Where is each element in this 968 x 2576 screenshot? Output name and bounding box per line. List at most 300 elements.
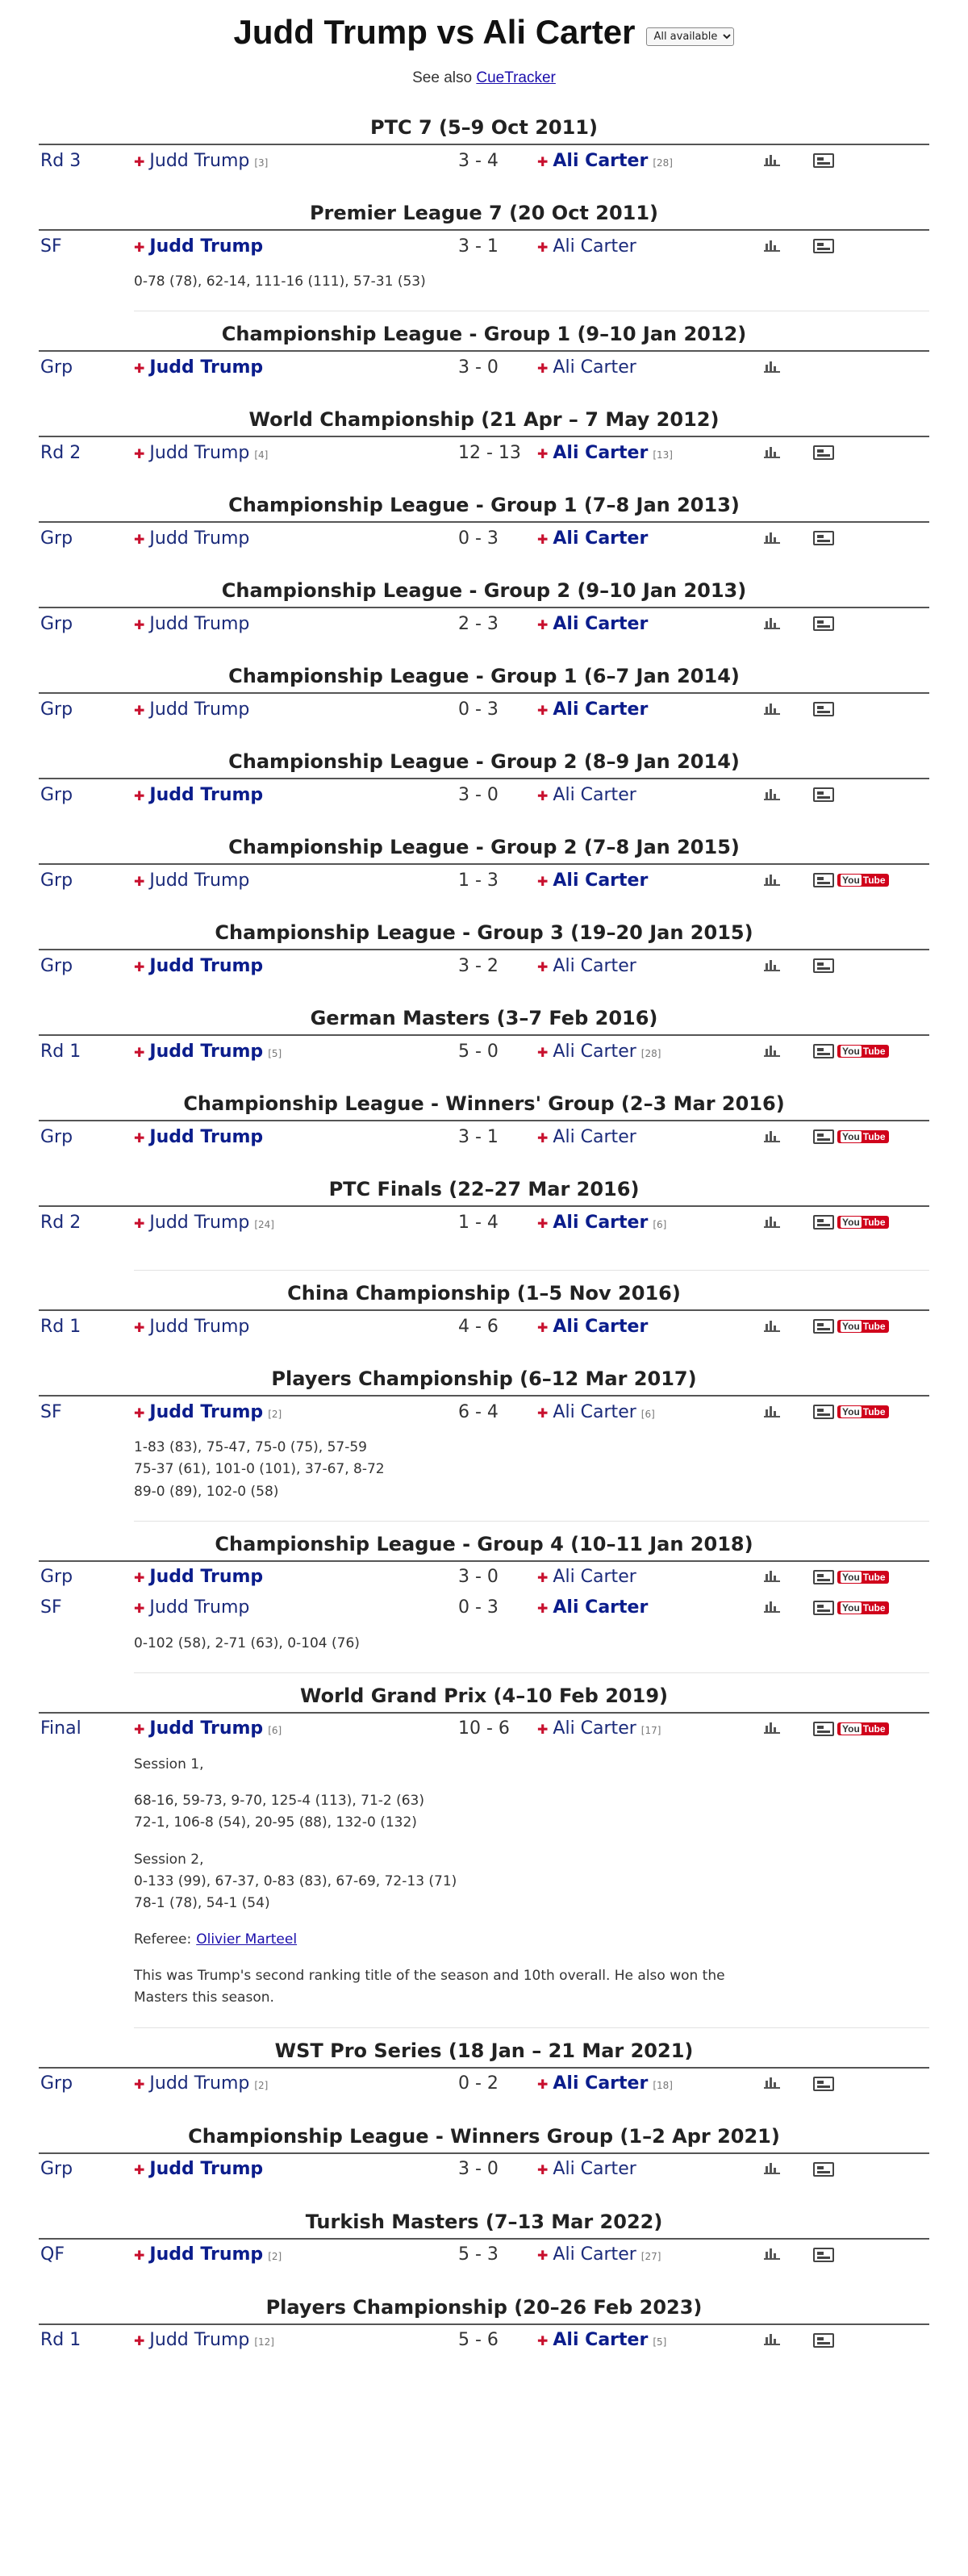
stats-cell — [763, 1718, 813, 1739]
player-name-link[interactable]: Ali Carter — [553, 1597, 649, 1618]
player-name-link[interactable]: Judd Trump — [149, 955, 264, 976]
player-one — [134, 528, 424, 549]
media-icons — [813, 2162, 910, 2177]
event-section — [0, 1282, 968, 1356]
media-icons — [813, 153, 910, 168]
stats-icon[interactable] — [763, 1215, 781, 1228]
stats-cell — [763, 1317, 813, 1337]
player-name-link[interactable]: Judd Trump — [149, 1597, 250, 1618]
frames-icon[interactable] — [813, 873, 834, 887]
match-row — [39, 2067, 929, 2099]
player-two — [537, 528, 763, 549]
section-spacer — [0, 1152, 968, 1167]
match-row — [39, 436, 929, 468]
match-row — [39, 144, 929, 176]
player-name-link[interactable]: Ali Carter — [553, 442, 649, 463]
england-flag-icon: ✚ — [537, 1129, 549, 1146]
youtube-tube-label: Tube — [862, 1722, 886, 1735]
player-two — [537, 2330, 763, 2350]
event-section — [0, 1685, 968, 2028]
youtube-badge-icon[interactable] — [837, 1130, 889, 1143]
player-name-link[interactable]: Judd Trump — [149, 1212, 250, 1233]
player-name-link[interactable]: Ali Carter — [553, 1126, 636, 1147]
detail-spacer — [134, 1835, 929, 1849]
stats-icon[interactable] — [763, 1129, 781, 1142]
player-name-link[interactable]: Ali Carter — [553, 699, 649, 720]
match-score: 2 - 3 — [458, 613, 499, 634]
player-two — [537, 1213, 763, 1233]
youtube-badge-icon[interactable] — [837, 1405, 889, 1418]
youtube-tube-label: Tube — [862, 1046, 886, 1058]
stats-icon[interactable] — [763, 1319, 781, 1332]
stats-icon[interactable] — [763, 2332, 781, 2345]
player-name-link[interactable]: Ali Carter — [553, 236, 636, 257]
match-row — [39, 778, 929, 810]
player-name-link[interactable]: Ali Carter — [553, 1316, 649, 1337]
event-section — [0, 408, 968, 482]
youtube-badge-icon[interactable] — [837, 874, 889, 887]
youtube-badge-icon[interactable] — [837, 1045, 889, 1058]
england-flag-icon: ✚ — [134, 360, 145, 376]
player-name-link[interactable]: Judd Trump — [149, 2330, 250, 2351]
stats-icon[interactable] — [763, 239, 781, 252]
media-icons — [813, 1319, 910, 1334]
player-name-link[interactable]: Judd Trump — [149, 1041, 264, 1062]
england-flag-icon: ✚ — [537, 2248, 549, 2264]
england-flag-icon: ✚ — [537, 1570, 549, 1586]
youtube-badge-icon[interactable] — [837, 1216, 889, 1229]
player-one — [134, 1718, 424, 1739]
player-name-link[interactable]: Ali Carter — [553, 955, 636, 976]
frame-details — [134, 1427, 929, 1522]
frames-icon[interactable] — [813, 1044, 834, 1058]
match-row — [39, 1120, 929, 1152]
youtube-you-label: You — [842, 1722, 860, 1735]
stats-cell — [763, 151, 813, 171]
youtube-you-label: You — [842, 875, 860, 887]
round-label: Grp — [40, 357, 73, 378]
match-score: 5 - 6 — [458, 2330, 499, 2351]
round-label: Grp — [40, 955, 73, 976]
frames-icon[interactable] — [813, 2077, 834, 2091]
match-score: 0 - 3 — [458, 699, 499, 720]
youtube-badge-icon[interactable] — [837, 1320, 889, 1333]
round-label: Rd 3 — [40, 150, 81, 171]
seed-label: [18] — [653, 2080, 673, 2092]
stats-icon[interactable] — [763, 2161, 781, 2174]
section-spacer — [0, 639, 968, 653]
video-filter-select[interactable] — [646, 27, 734, 46]
player-two — [537, 443, 763, 463]
england-flag-icon: ✚ — [537, 616, 549, 633]
frames-icon[interactable] — [813, 1215, 834, 1230]
frames-icon[interactable] — [813, 2248, 834, 2262]
section-spacer — [0, 382, 968, 397]
event-title: China Championship (1–5 Nov 2016) — [287, 1282, 681, 1305]
media-icons — [813, 1601, 910, 1615]
england-flag-icon: ✚ — [134, 1570, 145, 1586]
stats-icon[interactable] — [763, 1044, 781, 1057]
media-icons — [813, 1570, 910, 1584]
player-name-link[interactable]: Ali Carter — [553, 2330, 649, 2351]
section-spacer — [0, 981, 968, 996]
match-row — [39, 350, 929, 382]
section-spacer — [0, 2099, 968, 2114]
stats-icon[interactable] — [763, 531, 781, 544]
match-score: 3 - 0 — [458, 1567, 499, 1588]
event-section — [0, 494, 968, 568]
frames-icon[interactable] — [813, 1601, 834, 1615]
youtube-badge-icon[interactable] — [837, 1722, 889, 1735]
player-one — [134, 2073, 424, 2094]
player-name-link[interactable]: Judd Trump — [149, 699, 250, 720]
england-flag-icon: ✚ — [537, 702, 549, 718]
media-icons — [813, 958, 910, 973]
youtube-you-label: You — [842, 1571, 860, 1583]
seed-label: [13] — [653, 449, 673, 461]
frames-icon[interactable] — [813, 2162, 834, 2177]
england-flag-icon: ✚ — [134, 787, 145, 804]
player-one — [134, 785, 424, 805]
player-two — [537, 2244, 763, 2265]
england-flag-icon: ✚ — [537, 531, 549, 547]
media-icons — [813, 2077, 910, 2091]
player-two — [537, 699, 763, 720]
round-label: Grp — [40, 528, 73, 549]
player-name-link[interactable]: Ali Carter — [553, 528, 649, 549]
player-name-link[interactable]: Ali Carter — [553, 1718, 636, 1739]
player-name-link[interactable]: Judd Trump — [149, 528, 250, 549]
event-title: Championship League - Group 1 (9–10 Jan 2012) — [221, 323, 747, 346]
youtube-badge-icon[interactable] — [837, 1601, 889, 1614]
frames-icon[interactable] — [813, 2333, 834, 2348]
player-name-link[interactable]: Judd Trump — [149, 2159, 264, 2180]
section-spacer — [0, 2270, 968, 2285]
frame-scores-line: 75-37 (61), 101-0 (101), 37-67, 8-72 — [134, 1461, 385, 1478]
england-flag-icon: ✚ — [537, 787, 549, 804]
page-title: Judd Trump vs Ali Carter — [233, 13, 636, 51]
england-flag-icon: ✚ — [134, 1722, 145, 1738]
page-header — [0, 0, 968, 105]
player-two — [537, 236, 763, 257]
england-flag-icon: ✚ — [134, 1601, 145, 1617]
event-title: Players Championship (20–26 Feb 2023) — [265, 2295, 703, 2319]
frames-icon[interactable] — [813, 1129, 834, 1144]
seed-label: [6] — [640, 1408, 655, 1420]
player-name-link[interactable]: Judd Trump — [149, 236, 264, 257]
frame-scores-line: 72-1, 106-8 (54), 20-95 (88), 132-0 (132) — [134, 1814, 417, 1831]
event-title: Players Championship (6–12 Mar 2017) — [271, 1367, 697, 1391]
stats-cell — [763, 2159, 813, 2179]
stats-icon[interactable] — [763, 153, 781, 166]
round-label: Grp — [40, 784, 73, 805]
media-icons — [813, 239, 910, 253]
stats-icon[interactable] — [763, 616, 781, 629]
match-score: 3 - 0 — [458, 357, 499, 378]
seed-label: [6] — [653, 1218, 667, 1230]
round-label: Grp — [40, 613, 73, 634]
event-section — [0, 750, 968, 825]
player-name-link[interactable]: Ali Carter — [553, 870, 649, 891]
match-row — [39, 607, 929, 639]
section-spacer — [0, 1067, 968, 1081]
youtube-you-label: You — [842, 1601, 860, 1614]
detail-spacer — [134, 1914, 929, 1929]
referee-label: Referee: — [134, 1931, 192, 1948]
england-flag-icon: ✚ — [537, 2333, 549, 2349]
event-title: Championship League - Winners Group (1–2 Apr 2021) — [188, 2124, 780, 2148]
seed-label: [27] — [640, 2251, 661, 2263]
stats-icon[interactable] — [763, 1405, 781, 1417]
match-row — [39, 949, 929, 981]
player-name-link[interactable]: Judd Trump — [149, 2073, 250, 2094]
youtube-you-label: You — [842, 1046, 860, 1058]
player-name-link[interactable]: Judd Trump — [149, 442, 250, 463]
frames-icon[interactable] — [813, 787, 834, 802]
event-section — [0, 665, 968, 739]
seed-label: [5] — [268, 1047, 282, 1059]
round-label: Grp — [40, 1126, 73, 1147]
match-score: 3 - 0 — [458, 2159, 499, 2180]
frames-icon[interactable] — [813, 1722, 834, 1736]
england-flag-icon: ✚ — [537, 360, 549, 376]
england-flag-icon: ✚ — [537, 239, 549, 255]
match-row — [39, 1395, 929, 1427]
england-flag-icon: ✚ — [537, 1601, 549, 1617]
stats-cell — [763, 2073, 813, 2094]
youtube-tube-label: Tube — [862, 1571, 886, 1583]
match-score: 0 - 3 — [458, 528, 499, 549]
player-name-link[interactable]: Ali Carter — [553, 1567, 636, 1588]
england-flag-icon: ✚ — [134, 1405, 145, 1421]
player-name-link[interactable]: Judd Trump — [149, 1401, 264, 1422]
frames-icon[interactable] — [813, 616, 834, 631]
player-name-link[interactable]: Ali Carter — [553, 150, 649, 171]
frames-icon[interactable] — [813, 531, 834, 545]
player-name-link[interactable]: Judd Trump — [149, 1718, 264, 1739]
player-one — [134, 870, 424, 891]
player-two — [537, 1317, 763, 1337]
player-one — [134, 2159, 424, 2179]
media-icons — [813, 2333, 910, 2348]
frame-details — [134, 1623, 929, 1673]
stats-icon[interactable] — [763, 702, 781, 715]
player-name-link[interactable]: Ali Carter — [553, 1041, 636, 1062]
england-flag-icon: ✚ — [537, 1215, 549, 1231]
player-name-link[interactable]: Judd Trump — [149, 357, 264, 378]
stats-icon[interactable] — [763, 360, 781, 373]
stats-icon[interactable] — [763, 445, 781, 458]
player-name-link[interactable]: Ali Carter — [553, 784, 636, 805]
media-icons — [813, 616, 910, 631]
round-label: Grp — [40, 2073, 73, 2094]
title-row — [0, 13, 968, 52]
player-name-link[interactable]: Judd Trump — [149, 613, 250, 634]
player-name-link[interactable]: Ali Carter — [553, 2159, 636, 2180]
round-label: Grp — [40, 699, 73, 720]
england-flag-icon: ✚ — [134, 239, 145, 255]
player-name-link[interactable]: Judd Trump — [149, 1126, 264, 1147]
england-flag-icon: ✚ — [134, 958, 145, 975]
stats-icon[interactable] — [763, 787, 781, 800]
event-title: Championship League - Group 2 (9–10 Jan 2013) — [221, 579, 747, 603]
frames-icon[interactable] — [813, 153, 834, 168]
event-title: PTC 7 (5–9 Oct 2011) — [370, 116, 598, 139]
section-spacer — [0, 553, 968, 568]
media-icons — [813, 1129, 910, 1144]
player-name-link[interactable]: Judd Trump — [149, 1316, 250, 1337]
event-section — [0, 2040, 968, 2114]
event-title: Championship League - Group 1 (6–7 Jan 2014) — [228, 665, 740, 688]
frame-scores-line: Session 1, — [134, 1756, 204, 1772]
event-title: Championship League - Group 2 (7–8 Jan 2015) — [228, 836, 740, 859]
frame-scores-line: 89-0 (89), 102-0 (58) — [134, 1483, 279, 1500]
media-icons — [813, 445, 910, 460]
frame-details — [134, 1744, 929, 2028]
match-score: 1 - 3 — [458, 870, 499, 891]
round-label: Rd 1 — [40, 1316, 81, 1337]
event-section — [0, 1092, 968, 1167]
player-one — [134, 614, 424, 634]
media-icons — [813, 787, 910, 802]
player-two — [537, 1127, 763, 1147]
match-row — [39, 2152, 929, 2185]
event-title: German Masters (3–7 Feb 2016) — [310, 1007, 658, 1030]
section-spacer — [0, 468, 968, 482]
seed-label: [2] — [254, 2080, 269, 2092]
player-name-link[interactable]: Ali Carter — [553, 2244, 636, 2265]
seed-label: [5] — [653, 2336, 667, 2348]
player-two — [537, 785, 763, 805]
round-label: Rd 1 — [40, 1041, 81, 1062]
frame-scores-line: Session 2, — [134, 1851, 204, 1868]
player-one — [134, 236, 424, 257]
match-score: 4 - 6 — [458, 1316, 499, 1337]
player-name-link[interactable]: Judd Trump — [149, 784, 264, 805]
section-spacer — [0, 2185, 968, 2199]
referee-link[interactable]: Olivier Marteel — [196, 1931, 298, 1948]
media-icons — [813, 531, 910, 545]
player-name-link[interactable]: Ali Carter — [553, 1212, 649, 1233]
youtube-tube-label: Tube — [862, 1321, 886, 1333]
frames-icon[interactable] — [813, 958, 834, 973]
event-title: Championship League - Group 4 (10–11 Jan 2018) — [215, 1532, 753, 1555]
england-flag-icon: ✚ — [134, 445, 145, 461]
england-flag-icon: ✚ — [537, 153, 549, 169]
england-flag-icon: ✚ — [134, 616, 145, 633]
frame-scores-line: 1-83 (83), 75-47, 75-0 (75), 57-59 — [134, 1439, 367, 1456]
england-flag-icon: ✚ — [134, 531, 145, 547]
stats-icon[interactable] — [763, 1569, 781, 1582]
seed-label: [17] — [640, 1725, 661, 1737]
seed-label: [12] — [254, 2336, 274, 2348]
frame-details — [134, 1238, 929, 1271]
youtube-tube-label: Tube — [862, 1406, 886, 1418]
section-spacer — [0, 2356, 968, 2370]
see-also-prefix: See also — [412, 69, 473, 86]
player-name-link[interactable]: Ali Carter — [553, 1401, 636, 1422]
media-icons — [813, 1215, 910, 1230]
player-name-link[interactable]: Ali Carter — [553, 2073, 649, 2094]
stats-cell — [763, 1567, 813, 1587]
frame-scores-line: 0-102 (58), 2-71 (63), 0-104 (76) — [134, 1635, 360, 1651]
frames-icon[interactable] — [813, 445, 834, 460]
frames-icon[interactable] — [813, 1405, 834, 1419]
detail-spacer — [134, 1776, 929, 1790]
event-section — [0, 202, 968, 311]
section-spacer — [0, 810, 968, 825]
england-flag-icon: ✚ — [134, 1129, 145, 1146]
stats-cell — [763, 870, 813, 891]
player-two — [537, 151, 763, 171]
media-icons — [813, 1044, 910, 1058]
match-score: 0 - 2 — [458, 2073, 499, 2094]
player-two — [537, 357, 763, 378]
event-title: Championship League - Winners' Group (2–3 Mar 2016) — [183, 1092, 785, 1116]
stats-icon[interactable] — [763, 1721, 781, 1734]
player-name-link[interactable]: Judd Trump — [149, 150, 250, 171]
stats-cell — [763, 528, 813, 549]
frames-icon[interactable] — [813, 239, 834, 253]
england-flag-icon: ✚ — [134, 2248, 145, 2264]
england-flag-icon: ✚ — [134, 2162, 145, 2178]
england-flag-icon: ✚ — [134, 1319, 145, 1335]
stats-icon[interactable] — [763, 873, 781, 886]
player-one — [134, 1213, 424, 1233]
england-flag-icon: ✚ — [537, 2162, 549, 2178]
stats-cell — [763, 443, 813, 463]
player-name-link[interactable]: Judd Trump — [149, 1567, 264, 1588]
seed-label: [6] — [268, 1725, 282, 1737]
player-name-link[interactable]: Judd Trump — [149, 870, 250, 891]
round-label: QF — [40, 2244, 65, 2265]
section-spacer — [0, 724, 968, 739]
player-one — [134, 357, 424, 378]
frames-icon[interactable] — [813, 702, 834, 716]
round-label: SF — [40, 1597, 62, 1618]
stats-cell — [763, 1127, 813, 1147]
player-name-link[interactable]: Ali Carter — [553, 357, 636, 378]
stats-icon[interactable] — [763, 1600, 781, 1613]
stats-cell — [763, 614, 813, 634]
frames-icon[interactable] — [813, 1570, 834, 1584]
event-title: Turkish Masters (7–13 Mar 2022) — [305, 2210, 663, 2233]
stats-icon[interactable] — [763, 2076, 781, 2089]
player-one — [134, 2330, 424, 2350]
event-title: Championship League - Group 2 (8–9 Jan 2014) — [228, 750, 740, 774]
england-flag-icon: ✚ — [537, 1319, 549, 1335]
cuetracker-link[interactable]: CueTracker — [476, 69, 556, 86]
england-flag-icon: ✚ — [134, 1044, 145, 1060]
player-two — [537, 1567, 763, 1587]
round-label: Rd 2 — [40, 442, 81, 463]
england-flag-icon: ✚ — [537, 958, 549, 975]
player-name-link[interactable]: Ali Carter — [553, 613, 649, 634]
match-score: 3 - 1 — [458, 236, 499, 257]
stats-icon[interactable] — [763, 958, 781, 971]
event-section — [0, 921, 968, 996]
seed-label: [28] — [653, 157, 673, 169]
youtube-badge-icon[interactable] — [837, 1571, 889, 1584]
frames-icon[interactable] — [813, 1319, 834, 1334]
stats-icon[interactable] — [763, 2247, 781, 2260]
round-label: SF — [40, 1401, 62, 1422]
stats-cell — [763, 357, 813, 378]
player-name-link[interactable]: Judd Trump — [149, 2244, 264, 2265]
event-section — [0, 2211, 968, 2285]
stats-cell — [763, 699, 813, 720]
event-section — [0, 2296, 968, 2370]
